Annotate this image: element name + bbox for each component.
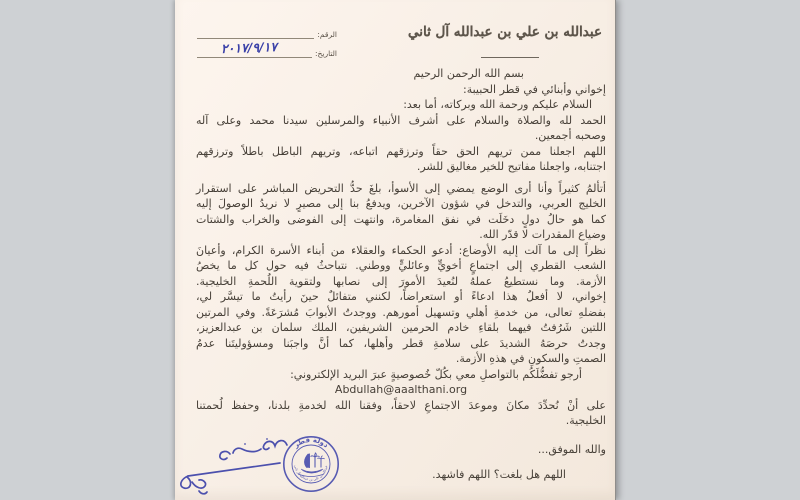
closing-line: اللهم هل بلغت؟ اللهم فاشهد. (432, 468, 566, 481)
letter-line: وجدتُ حرصَهُ الشديدَ على سلامةِ قطر وأهلها، كما أنَّ واجبَنا ومسؤوليتَنا عدمُ (196, 336, 606, 350)
letter-line: الخليج العربي، والتدخل في شؤون الآخرين، ويدفعُ بنا إلى مصيرٍ لا نريدُ الوصولَ إليه (196, 197, 606, 210)
letterhead-calligraphy-name: عبدالله بن علي بن عبدالله آل ثاني (407, 24, 603, 40)
handwritten-date: ٢٠١٧/٩/١٧ (220, 39, 278, 56)
letter-line: الصمتِ والسكونِ في هذهِ الأزمة. (455, 352, 606, 365)
signature-icon (175, 436, 295, 500)
letter-line: اللتين شَرُفتُ فيهما بلقاءِ خادم الحرمين الشريفين، الملك سلمان بن عبدالعزيز، (196, 321, 606, 334)
stamp-dhow-and-palms-emblem (298, 453, 325, 477)
letter-line: الخليجية. (565, 414, 606, 427)
letter-line: وصحبه أجمعين. (534, 129, 606, 142)
stamp-top-text: دولة قطر (292, 435, 330, 450)
basmala-line: بسم الله الرحمن الرحيم (413, 67, 524, 80)
letter-line: اللهم اجعلنا ممن تريهم الحق حقاً وترزقهم اتباعه، وتريهم الباطل باطلاً وترزقهم (196, 144, 606, 158)
closing-line: والله الموفق... (537, 442, 606, 456)
letter-line: إخواني، لا أفعلُ هذا ادعاءً أو استعراضاً، لكنني متفائلٌ حينَ رأيتُ ما تيسَّر لي، (196, 290, 606, 303)
letter-line: أتألمُ كثيراً وأنا أرى الوضع يمضي إلى الأسوأ، بلغَ حدُّ التحريض المباشر على استقرار (196, 181, 606, 195)
number-field (197, 30, 337, 39)
letter-line: الحمد لله والصلاة والسلام على أشرف الأنبياء والمرسلين سيدنا محمد وعلى آله (196, 113, 606, 127)
svg-text:دولة قطر (291, 436, 330, 450)
letter-body (196, 66, 606, 483)
letter-line: السلام عليكم ورحمة الله وبركاته، أما بعد: (403, 98, 592, 111)
number-field-label: الرقم: (317, 30, 337, 39)
letter-line: نظراً إلى ما آلت إليه الأوضاع: أدعو الحكماء والعقلاء من أبناء الأسرة الكرام، وأعيانَ (196, 243, 606, 257)
email-address: Abdullah@aaalthani.org (334, 383, 468, 396)
date-field-label: التاريخ: (315, 49, 337, 58)
letter-line: الشعب القطري إلى اجتماعٍ أخويٍّ وعائليٍّ ووطني. نتباحثُ فيه حول كل ما يخصُ (196, 259, 606, 272)
stamp-bottom-text: عبدالله بن علي بن عبدالله آل ثاني (293, 464, 329, 482)
letterhead-underline (481, 57, 539, 58)
letter-line: اجتنابه، واجعلنا مفاتيح للخير مغاليق للشر. (416, 160, 606, 173)
letter-line: على أنْ نُحدِّدَ مكانَ وموعدَ الاجتماعِ لاحقاً، وفقنا الله لخدمةِ بلدنا، وحفظ لُحمتنا (196, 398, 606, 412)
letter-paper (175, 0, 616, 500)
letter-line: كما هو حالُ دولٍ دخَلَت في نفق المغامرة، وانتهت إلى الفوضى والخراب والشتات (196, 212, 606, 226)
letter-line: بفضلهِ تعالى، من خدمةِ أهلي وتسهيل أمورهم. ووجدتُ الأبوابَ مُشرَعَةً. وفي المرتين (196, 305, 606, 319)
letter-line: إخواني وأبنائي في قطر الحبيبة: (463, 82, 606, 96)
letter-line: وضياع المقدرات لا قدّر الله. (479, 228, 606, 241)
letter-line: الأزمة. وما نستطيعُ عملهُ لنُعيدَ الأمورَ إلى نصابها ولتقوية اللُحمةِ الخليجية. (196, 274, 606, 288)
letter-line: أرجو تفضُّلَكُم بالتواصلِ معي بكُلّ خُصوصيةٍ عبرَ البريد الإلكتروني: (290, 367, 582, 381)
